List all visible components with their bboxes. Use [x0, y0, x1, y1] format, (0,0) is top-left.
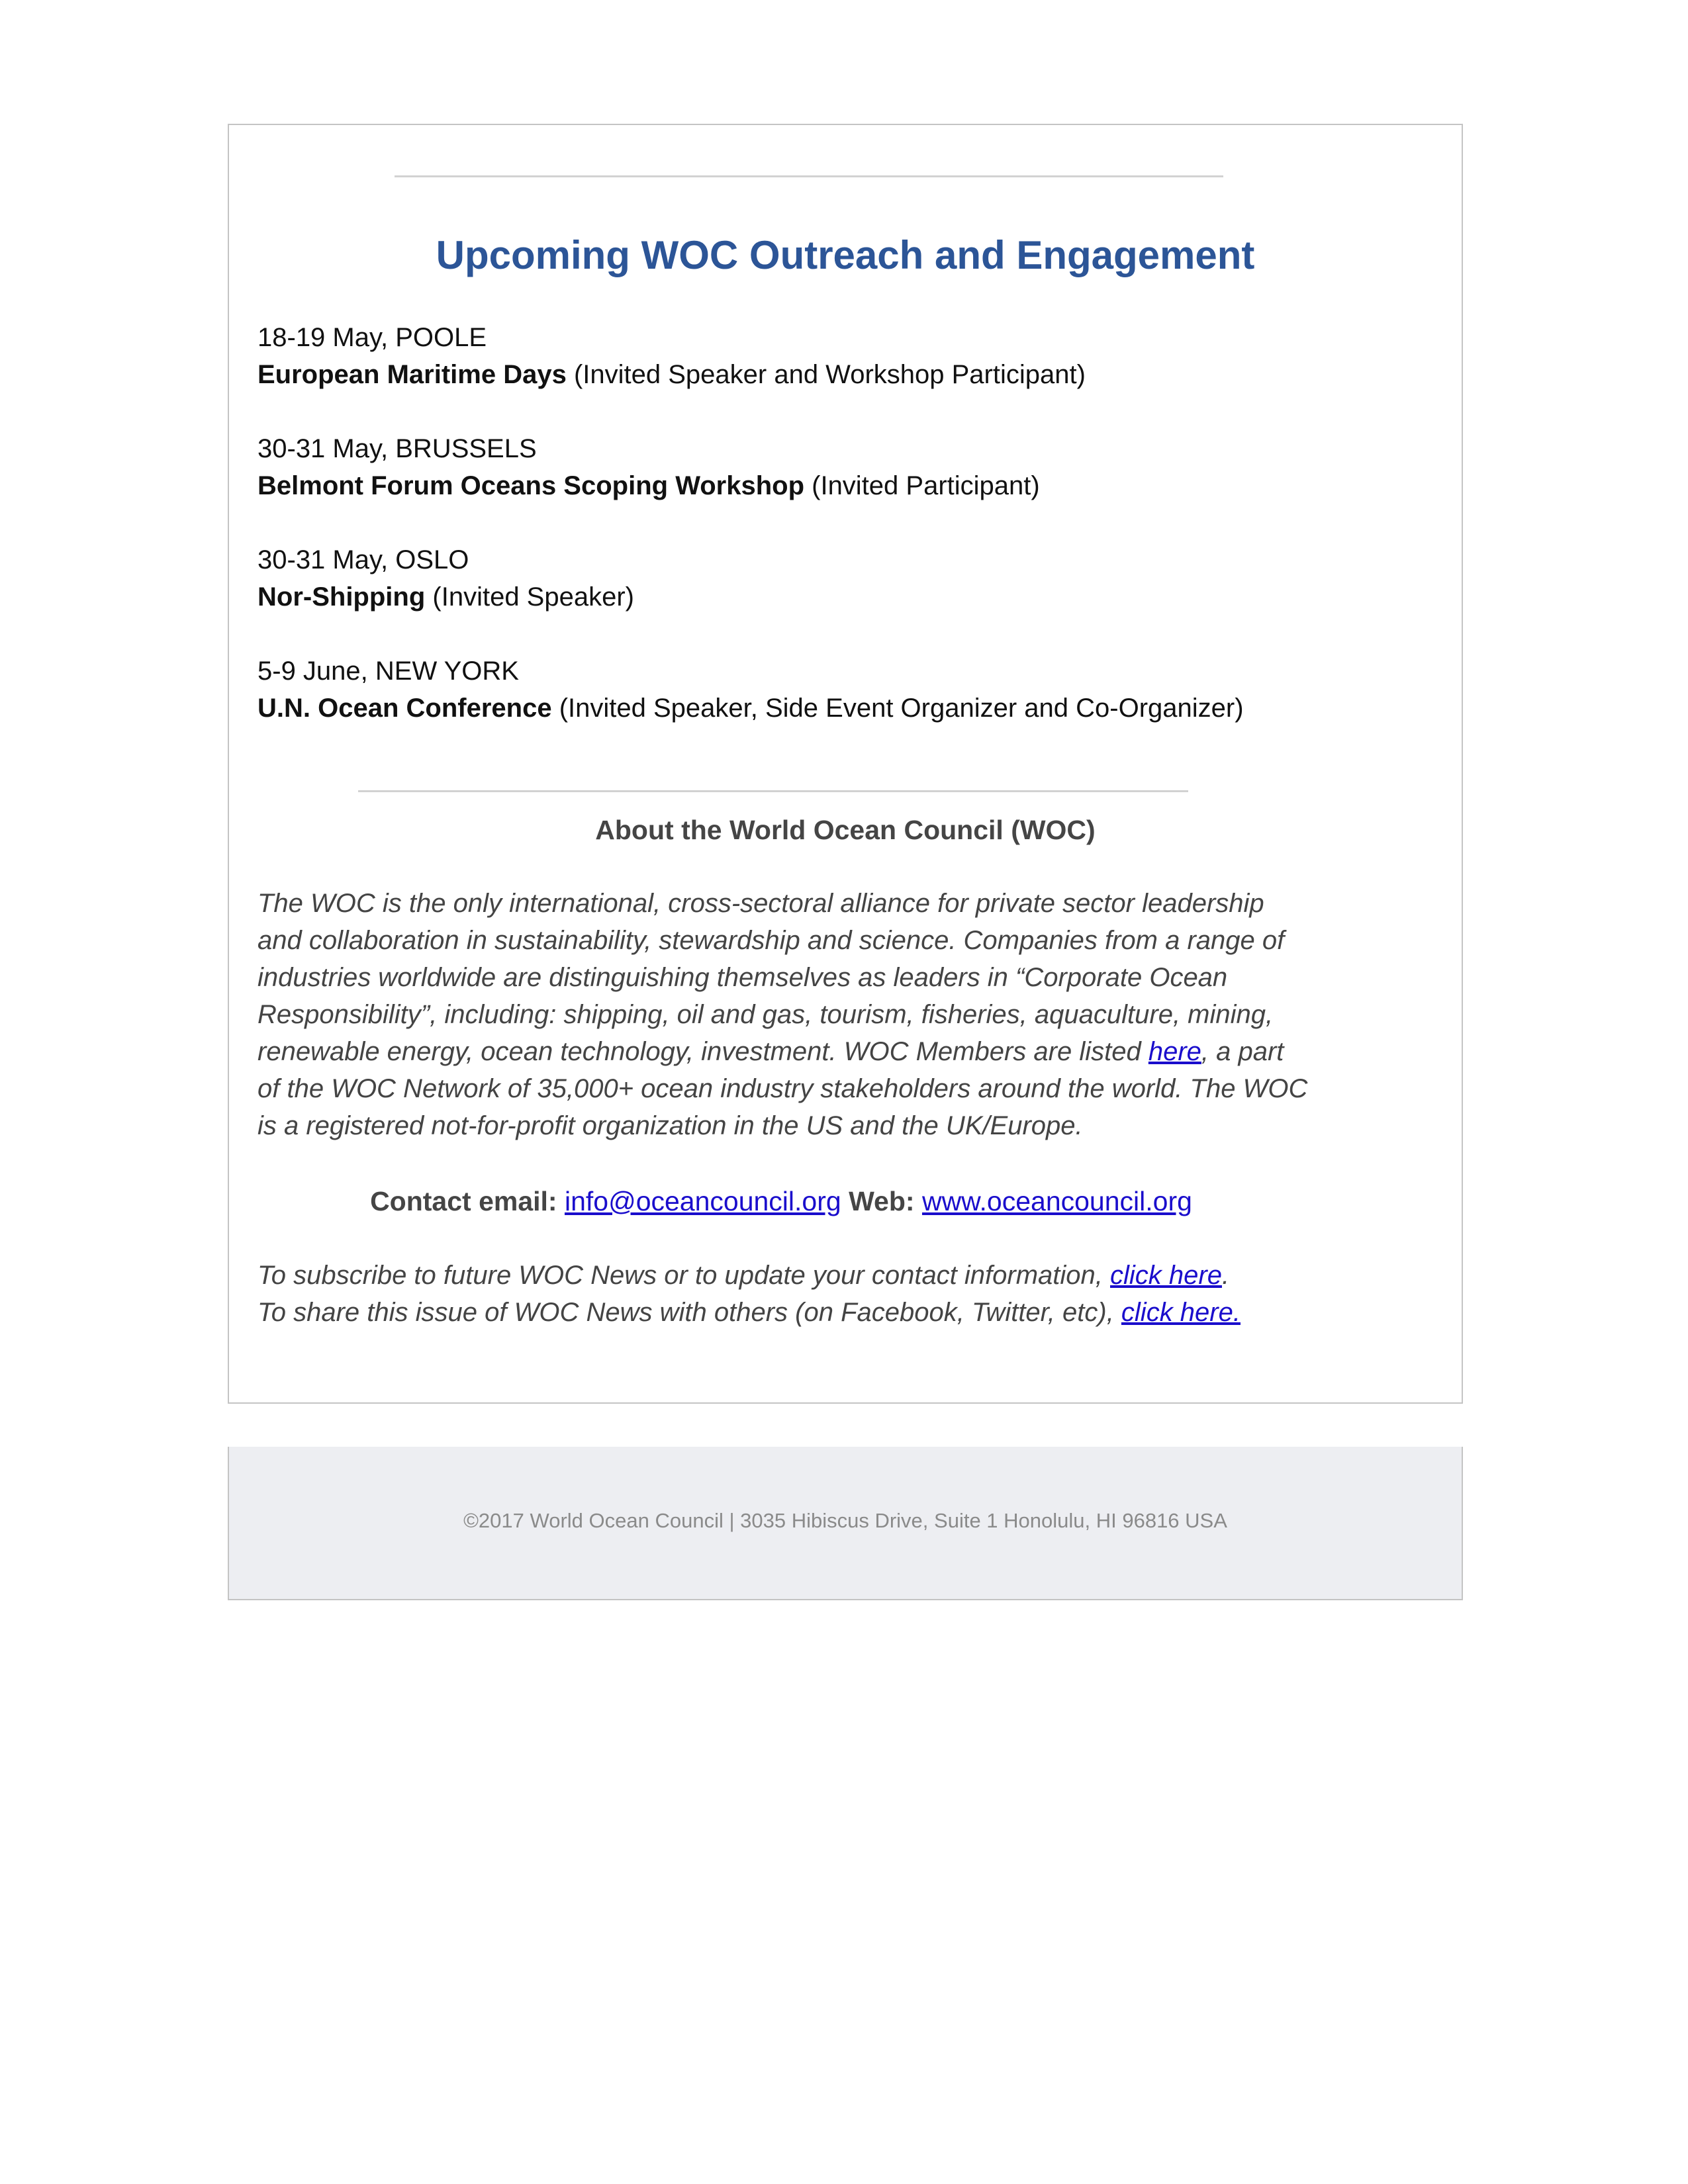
footer-address: ©2017 World Ocean Council | 3035 Hibiscus Drive, Suite 1 Honolulu, HI 96816 USA [463, 1509, 1227, 1532]
subscribe-click-here-link[interactable]: click here [1110, 1261, 1222, 1290]
event-name: U.N. Ocean Conference [258, 694, 552, 723]
event-date: 30-31 May, OSLO [258, 545, 469, 574]
subscribe-line: To subscribe to future WOC News or to update your contact information, click here. [258, 1261, 1230, 1290]
footer [228, 1447, 1463, 1600]
event-date: 18-19 May, POOLE [258, 323, 487, 352]
event-role: (Invited Speaker, Side Event Organizer and Co-Organizer) [551, 694, 1244, 723]
event-item [258, 319, 1436, 393]
event-date: 30-31 May, BRUSSELS [258, 434, 537, 463]
event-name: European Maritime Days [258, 360, 567, 389]
share-line: To share this issue of WOC News with others (on Facebook, Twitter, etc), click here. [258, 1298, 1241, 1327]
about-line: The WOC is the only international, cross-sectoral alliance for private sector leadership [258, 889, 1264, 918]
top-divider [395, 175, 1223, 177]
website-link[interactable]: www.oceancouncil.org [921, 1186, 1192, 1216]
event-role: (Invited Speaker) [425, 582, 634, 612]
contact-line [229, 1183, 1333, 1220]
about-heading: About the World Ocean Council (WOC) [595, 815, 1096, 845]
members-here-link[interactable]: here [1148, 1037, 1201, 1066]
subscribe-section [258, 1257, 1241, 1331]
about-line: and collaboration in sustainability, stewardship and science. Companies from a range of [258, 926, 1285, 955]
about-paragraph [258, 885, 1383, 1144]
share-click-here-link[interactable]: click here. [1121, 1298, 1241, 1327]
contact-email-link[interactable]: info@oceancouncil.org [564, 1186, 841, 1216]
newsletter-content-box [228, 124, 1463, 1404]
about-line: is a registered not-for-profit organization in the US and the UK/Europe. [258, 1111, 1083, 1140]
about-line: industries worldwide are distinguishing themselves as leaders in “Corporate Ocean [258, 963, 1228, 992]
about-line: of the WOC Network of 35,000+ ocean industry stakeholders around the world. The WOC [258, 1074, 1308, 1103]
about-line: renewable energy, ocean technology, investment. WOC Members are listed here, a part [258, 1037, 1284, 1066]
page-title: Upcoming WOC Outreach and Engagement [436, 233, 1255, 277]
event-item [258, 653, 1436, 727]
events-list [258, 319, 1436, 764]
event-role: (Invited Participant) [804, 471, 1040, 500]
event-item [258, 541, 1436, 615]
event-name: Belmont Forum Oceans Scoping Workshop [258, 471, 805, 500]
section-divider [358, 790, 1188, 792]
event-item [258, 430, 1436, 504]
about-line: Responsibility”, including: shipping, oil and gas, tourism, fisheries, aquaculture, mining, [258, 1000, 1274, 1029]
contact-email-label: Contact email: [370, 1186, 557, 1216]
web-label: Web: [849, 1186, 915, 1216]
event-date: 5-9 June, NEW YORK [258, 657, 519, 686]
event-role: (Invited Speaker and Workshop Participant) [566, 360, 1086, 389]
event-name: Nor-Shipping [258, 582, 426, 612]
